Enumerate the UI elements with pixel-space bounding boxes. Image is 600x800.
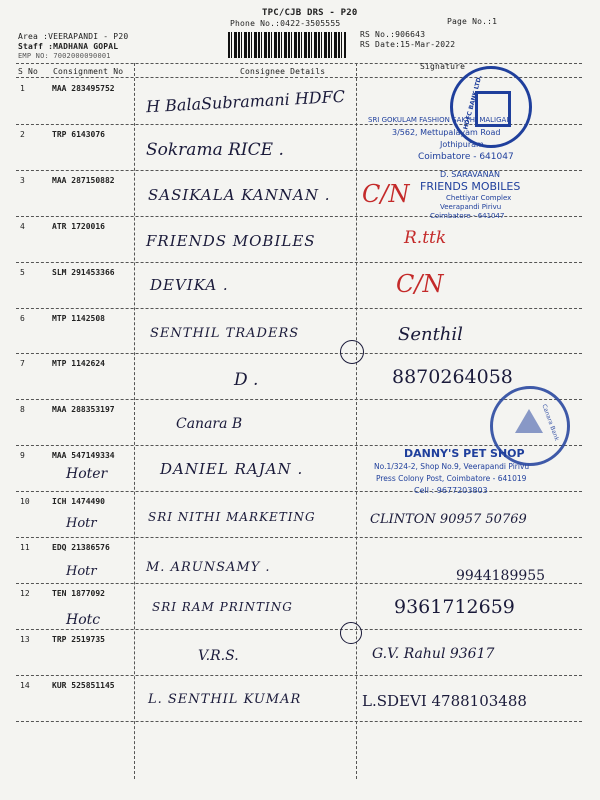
row-number: 1 <box>20 84 25 93</box>
consignment-number: MTP 1142508 <box>52 314 105 323</box>
col-consignee: Consignee Details <box>240 67 326 76</box>
consignee-name: SRI NITHI MARKETING <box>148 510 316 524</box>
col-signature: Signature <box>420 62 466 71</box>
danny-stamp-name: DANNY'S PET SHOP <box>404 447 525 460</box>
consignee-name: D . <box>234 370 259 390</box>
friends-stamp-name: FRIENDS MOBILES <box>420 180 521 193</box>
gokulam-stamp-pin: Coimbatore - 641047 <box>418 152 514 162</box>
doc-title: TPC/CJB DRS - P20 <box>262 8 358 18</box>
consignee-name: V.R.S. <box>198 648 239 664</box>
signature: 9361712659 <box>394 596 515 618</box>
row-number: 14 <box>20 681 30 690</box>
consignee-name: Sokrama RICE . <box>146 140 284 160</box>
table-top-border <box>16 63 582 64</box>
gokulam-stamp-title: SRI GOKULAM FASHION SAKTHI MALIGAI <box>368 116 509 124</box>
col-sno: S No <box>18 67 39 76</box>
signature: Senthil <box>398 324 463 345</box>
row-number: 6 <box>20 314 25 323</box>
danny-stamp-address2: Press Colony Post, Coimbatore - 641019 <box>376 474 527 483</box>
friends-stamp-addr: Chettiyar Complex <box>446 194 512 202</box>
consignment-number: MAA 283495752 <box>52 84 115 93</box>
consignee-name: H BalaSubramani HDFC <box>145 86 346 117</box>
consignment-number: TRP 6143076 <box>52 130 105 139</box>
rs-date: RS Date:15-Mar-2022 <box>360 40 456 49</box>
consignment-number: ATR 1720016 <box>52 222 105 231</box>
signature: 9944189955 <box>456 568 546 584</box>
row-number: 2 <box>20 130 25 139</box>
signature: C/N <box>396 270 444 298</box>
row-note: Hotr <box>66 564 97 579</box>
consignment-number: MAA 287150882 <box>52 176 115 185</box>
consignment-number: SLM 291453366 <box>52 268 115 277</box>
staff-label: Staff :MADHANA GOPAL <box>18 42 119 51</box>
consignment-number: MAA 547149334 <box>52 451 115 460</box>
signature: L.SDEVI 4788103488 <box>362 692 527 710</box>
danny-stamp-cell: Cell : 9677203803 <box>414 486 488 495</box>
friends-stamp-pin: Coimbatore - 641047 <box>430 212 505 220</box>
barcode <box>228 32 346 58</box>
stamp-circle-mark <box>340 622 362 644</box>
row-number: 10 <box>20 497 30 506</box>
row-number: 5 <box>20 268 25 277</box>
row-number: 12 <box>20 589 30 598</box>
row-note: Hotr <box>66 516 97 531</box>
gokulam-stamp-city: Jothipuram <box>440 140 484 149</box>
friends-stamp-area: Veerapandi Pirivu <box>440 203 502 211</box>
row-number: 3 <box>20 176 25 185</box>
signature: R.ttk <box>404 228 447 248</box>
col-consignment: Consignment No <box>53 67 124 76</box>
consignee-name: SASIKALA KANNAN . <box>148 186 331 204</box>
gokulam-stamp-address: 3/562, Mettupalayam Road <box>392 128 501 137</box>
phone-number: Phone No.:0422-3505555 <box>230 19 341 28</box>
hdfc-bank-label: HDFC BANK LTD. <box>462 74 484 131</box>
signature: 8870264058 <box>392 366 513 388</box>
row-number: 13 <box>20 635 30 644</box>
row-number: 4 <box>20 222 25 231</box>
stamp-circle-mark <box>340 340 364 364</box>
signature: G.V. Rahul 93617 <box>372 646 495 662</box>
row-number: 8 <box>20 405 25 414</box>
consignment-number: MAA 288353197 <box>52 405 115 414</box>
consignment-number: ICH 1474490 <box>52 497 105 506</box>
row-note: Hotc <box>66 612 101 628</box>
area-label: Area :VEERAPANDI - P20 <box>18 32 129 41</box>
signature: C/N <box>362 180 410 208</box>
consignment-number: EDQ 21386576 <box>52 543 110 552</box>
signature: CLINTON 90957 50769 <box>370 512 527 527</box>
consignee-name: FRIENDS MOBILES <box>146 232 316 250</box>
consignment-number: TRP 2519735 <box>52 635 105 644</box>
danny-stamp-address: No.1/324-2, Shop No.9, Veerapandi Pirivu <box>374 462 530 471</box>
page-number: Page No.:1 <box>447 17 498 26</box>
consignee-name: L. SENTHIL KUMAR <box>148 692 302 707</box>
consignment-number: MTP 1142624 <box>52 359 105 368</box>
consignee-name: DEVIKA . <box>150 276 229 294</box>
consignee-name: Canara B <box>176 416 243 432</box>
rs-number: RS No.:906643 <box>360 30 426 39</box>
friends-stamp-person: D. SARAVANAN <box>440 170 501 179</box>
row-number: 11 <box>20 543 30 552</box>
row-note: Hoter <box>66 466 108 482</box>
canara-bank-label: Canara Bank <box>540 403 561 442</box>
consignee-name: DANIEL RAJAN . <box>160 460 304 478</box>
consignment-number: TEN 1877092 <box>52 589 105 598</box>
row-number: 9 <box>20 451 25 460</box>
consignee-name: SRI RAM PRINTING <box>152 600 293 614</box>
consignee-name: SENTHIL TRADERS <box>150 326 300 341</box>
consignment-number: KUR 525851145 <box>52 681 115 690</box>
consignee-name: M. ARUNSAMY . <box>146 560 271 575</box>
row-number: 7 <box>20 359 25 368</box>
staff-sub: EMP NO: 7002000090001 <box>18 52 111 60</box>
